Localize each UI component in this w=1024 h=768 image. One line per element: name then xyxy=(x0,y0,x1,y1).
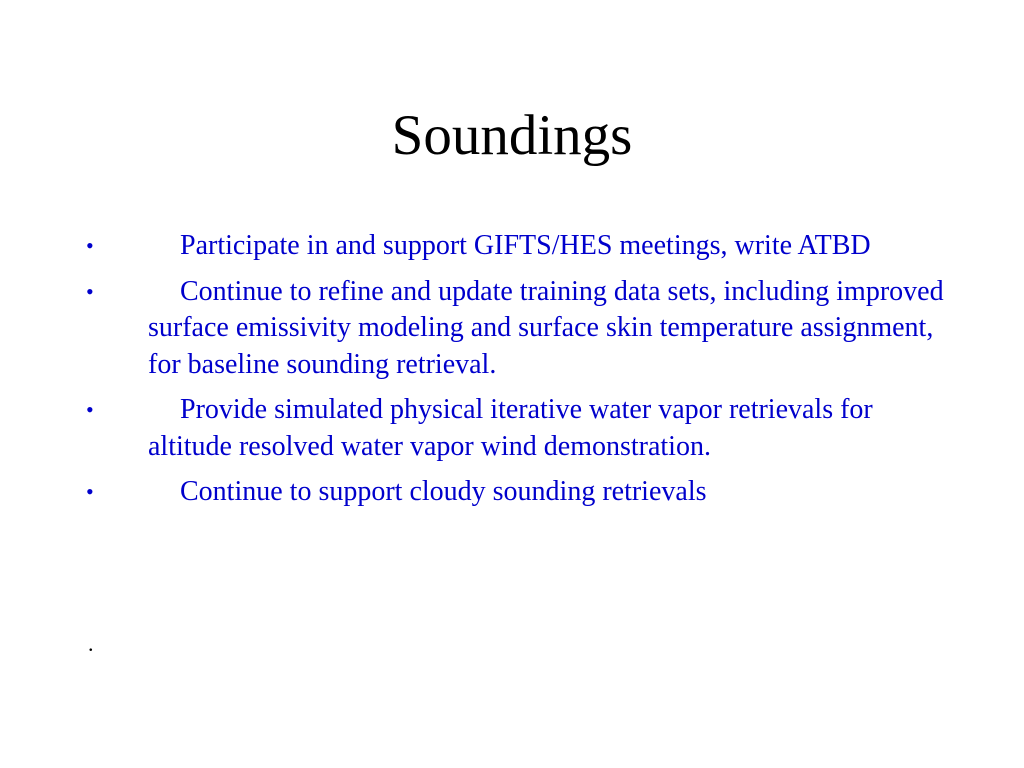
bullet-text: Participate in and support GIFTS/HES meetings, write ATBD xyxy=(180,230,871,261)
bullet-text: Continue to support cloudy sounding retrievals xyxy=(180,476,707,507)
bullet-item xyxy=(86,274,946,384)
bullet-text: Continue to refine and update training data sets, including improved surface emissivity modeling and surface skin temperature assignment, for baseline sounding retrieval. xyxy=(148,275,944,380)
trailing-mark: . xyxy=(88,631,94,656)
bullet-dot-icon: • xyxy=(86,479,94,504)
bullet-item xyxy=(86,392,946,465)
bullet-item xyxy=(86,228,946,265)
bullet-dot-icon: • xyxy=(86,233,94,258)
bullet-item xyxy=(86,474,946,511)
bullet-dot-icon: • xyxy=(86,397,94,422)
bullet-dot-icon: • xyxy=(86,278,94,304)
bullet-list xyxy=(86,228,946,520)
bullet-text: Provide simulated physical iterative water vapor retrievals for altitude resolved water vapor wind demonstration. xyxy=(148,394,873,462)
slide-title: Soundings xyxy=(391,104,633,167)
